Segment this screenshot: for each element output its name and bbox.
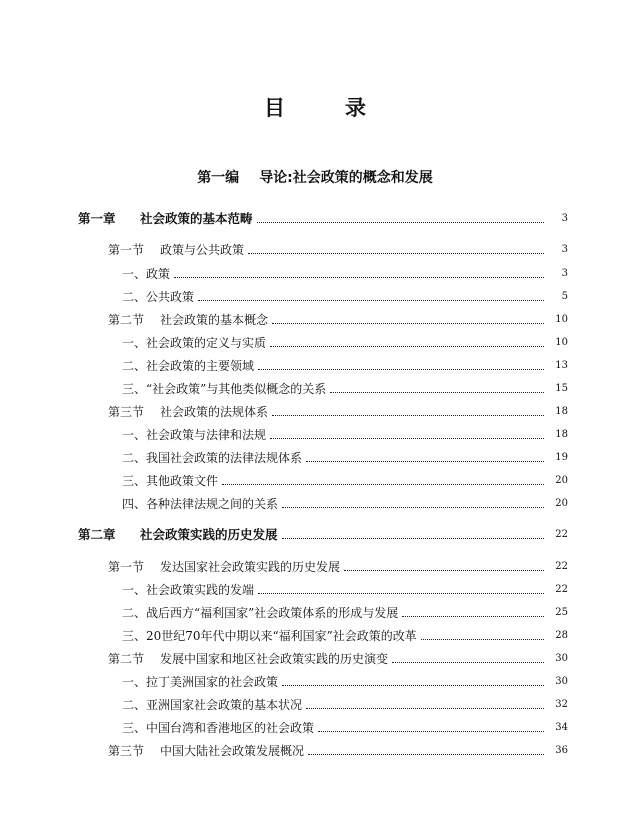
chapter-title: 社会政策的基本范畴 xyxy=(140,211,253,226)
toc-chapter-2[interactable] xyxy=(0,525,630,543)
section-title: 社会政策的基本概念 xyxy=(160,313,269,327)
item-title: 二、亚洲国家社会政策的基本状况 xyxy=(122,698,303,712)
item-title: 三、中国台湾和香港地区的社会政策 xyxy=(122,721,315,735)
toc-item[interactable] xyxy=(0,718,630,736)
toc-chapter-1[interactable] xyxy=(0,209,630,227)
toc-title xyxy=(0,92,630,122)
toc-item[interactable] xyxy=(0,448,630,466)
item-title: 三、“社会政策”与其他类似概念的关系 xyxy=(122,382,327,396)
page-number: 30 xyxy=(555,676,568,687)
page-number: 10 xyxy=(555,337,568,348)
page-number: 25 xyxy=(555,607,568,618)
part-number: 第一编 xyxy=(197,170,240,186)
page-number: 30 xyxy=(555,653,568,664)
page-number: 10 xyxy=(555,314,568,325)
page-number: 36 xyxy=(555,745,568,756)
item-title: 一、政策 xyxy=(122,267,171,281)
item-title: 二、社会政策的主要领域 xyxy=(122,359,255,373)
section-number: 第二节 xyxy=(108,652,145,666)
page-number: 20 xyxy=(555,498,568,509)
item-title: 二、我国社会政策的法律法规体系 xyxy=(122,451,303,465)
section-number: 第一节 xyxy=(108,243,145,257)
page-number: 20 xyxy=(555,475,568,486)
toc-section-1-1[interactable] xyxy=(0,240,630,258)
item-title: 三、20世纪70年代中期以来“福利国家”社会政策的改革 xyxy=(122,629,417,643)
chapter-number: 第一章 xyxy=(78,211,116,226)
toc-item[interactable] xyxy=(0,379,630,397)
page-number: 5 xyxy=(561,291,568,302)
item-title: 二、战后西方“福利国家”社会政策体系的形成与发展 xyxy=(122,606,399,620)
section-title: 发展中国家和地区社会政策实践的历史演变 xyxy=(160,652,389,666)
page-number: 22 xyxy=(555,529,568,540)
page-number: 19 xyxy=(555,452,568,463)
item-title: 一、社会政策实践的发端 xyxy=(122,583,255,597)
page-number: 18 xyxy=(555,429,568,440)
toc-item[interactable] xyxy=(0,580,630,598)
toc-item[interactable] xyxy=(0,471,630,489)
toc-item[interactable] xyxy=(0,603,630,621)
page-number: 22 xyxy=(555,561,568,572)
toc-item[interactable] xyxy=(0,356,630,374)
section-number: 第三节 xyxy=(108,405,145,419)
toc-section-1-3[interactable] xyxy=(0,402,630,420)
toc-section-2-2[interactable] xyxy=(0,649,630,667)
toc-item[interactable] xyxy=(0,695,630,713)
section-title: 政策与公共政策 xyxy=(160,243,245,257)
page-number: 3 xyxy=(561,213,568,224)
page-number: 34 xyxy=(555,722,568,733)
item-title: 一、社会政策的定义与实质 xyxy=(122,336,267,350)
item-title: 一、社会政策与法律和法规 xyxy=(122,428,267,442)
part-name: 导论:社会政策的概念和发展 xyxy=(259,170,433,186)
page-number: 3 xyxy=(561,244,568,255)
page-number: 13 xyxy=(555,360,568,371)
item-title: 三、其他政策文件 xyxy=(122,474,219,488)
toc-item[interactable] xyxy=(0,264,630,282)
chapter-number: 第二章 xyxy=(78,527,116,542)
chapter-title: 社会政策实践的历史发展 xyxy=(140,527,278,542)
section-title: 发达国家社会政策实践的历史发展 xyxy=(160,560,341,574)
page-number: 28 xyxy=(555,630,568,641)
toc-item[interactable] xyxy=(0,494,630,512)
part-heading xyxy=(0,167,630,187)
item-title: 一、拉丁美洲国家的社会政策 xyxy=(122,675,279,689)
toc-title-right: 录 xyxy=(345,96,366,120)
page-number: 32 xyxy=(555,699,568,710)
page-number: 3 xyxy=(561,268,568,279)
page-number: 18 xyxy=(555,406,568,417)
section-number: 第一节 xyxy=(108,560,145,574)
page-number: 15 xyxy=(555,383,568,394)
section-number: 第二节 xyxy=(108,313,145,327)
section-number: 第三节 xyxy=(108,744,145,758)
toc-section-2-3[interactable] xyxy=(0,741,630,759)
toc-item[interactable] xyxy=(0,626,630,644)
page-number: 22 xyxy=(555,584,568,595)
toc-section-1-2[interactable] xyxy=(0,310,630,328)
item-title: 二、公共政策 xyxy=(122,290,195,304)
section-title: 社会政策的法规体系 xyxy=(160,405,269,419)
toc-title-left: 目 xyxy=(264,96,285,120)
section-title: 中国大陆社会政策发展概况 xyxy=(160,744,305,758)
toc-item[interactable] xyxy=(0,333,630,351)
toc-section-2-1[interactable] xyxy=(0,557,630,575)
toc-item[interactable] xyxy=(0,287,630,305)
toc-item[interactable] xyxy=(0,672,630,690)
toc-item[interactable] xyxy=(0,425,630,443)
item-title: 四、各种法律法规之间的关系 xyxy=(122,497,279,511)
